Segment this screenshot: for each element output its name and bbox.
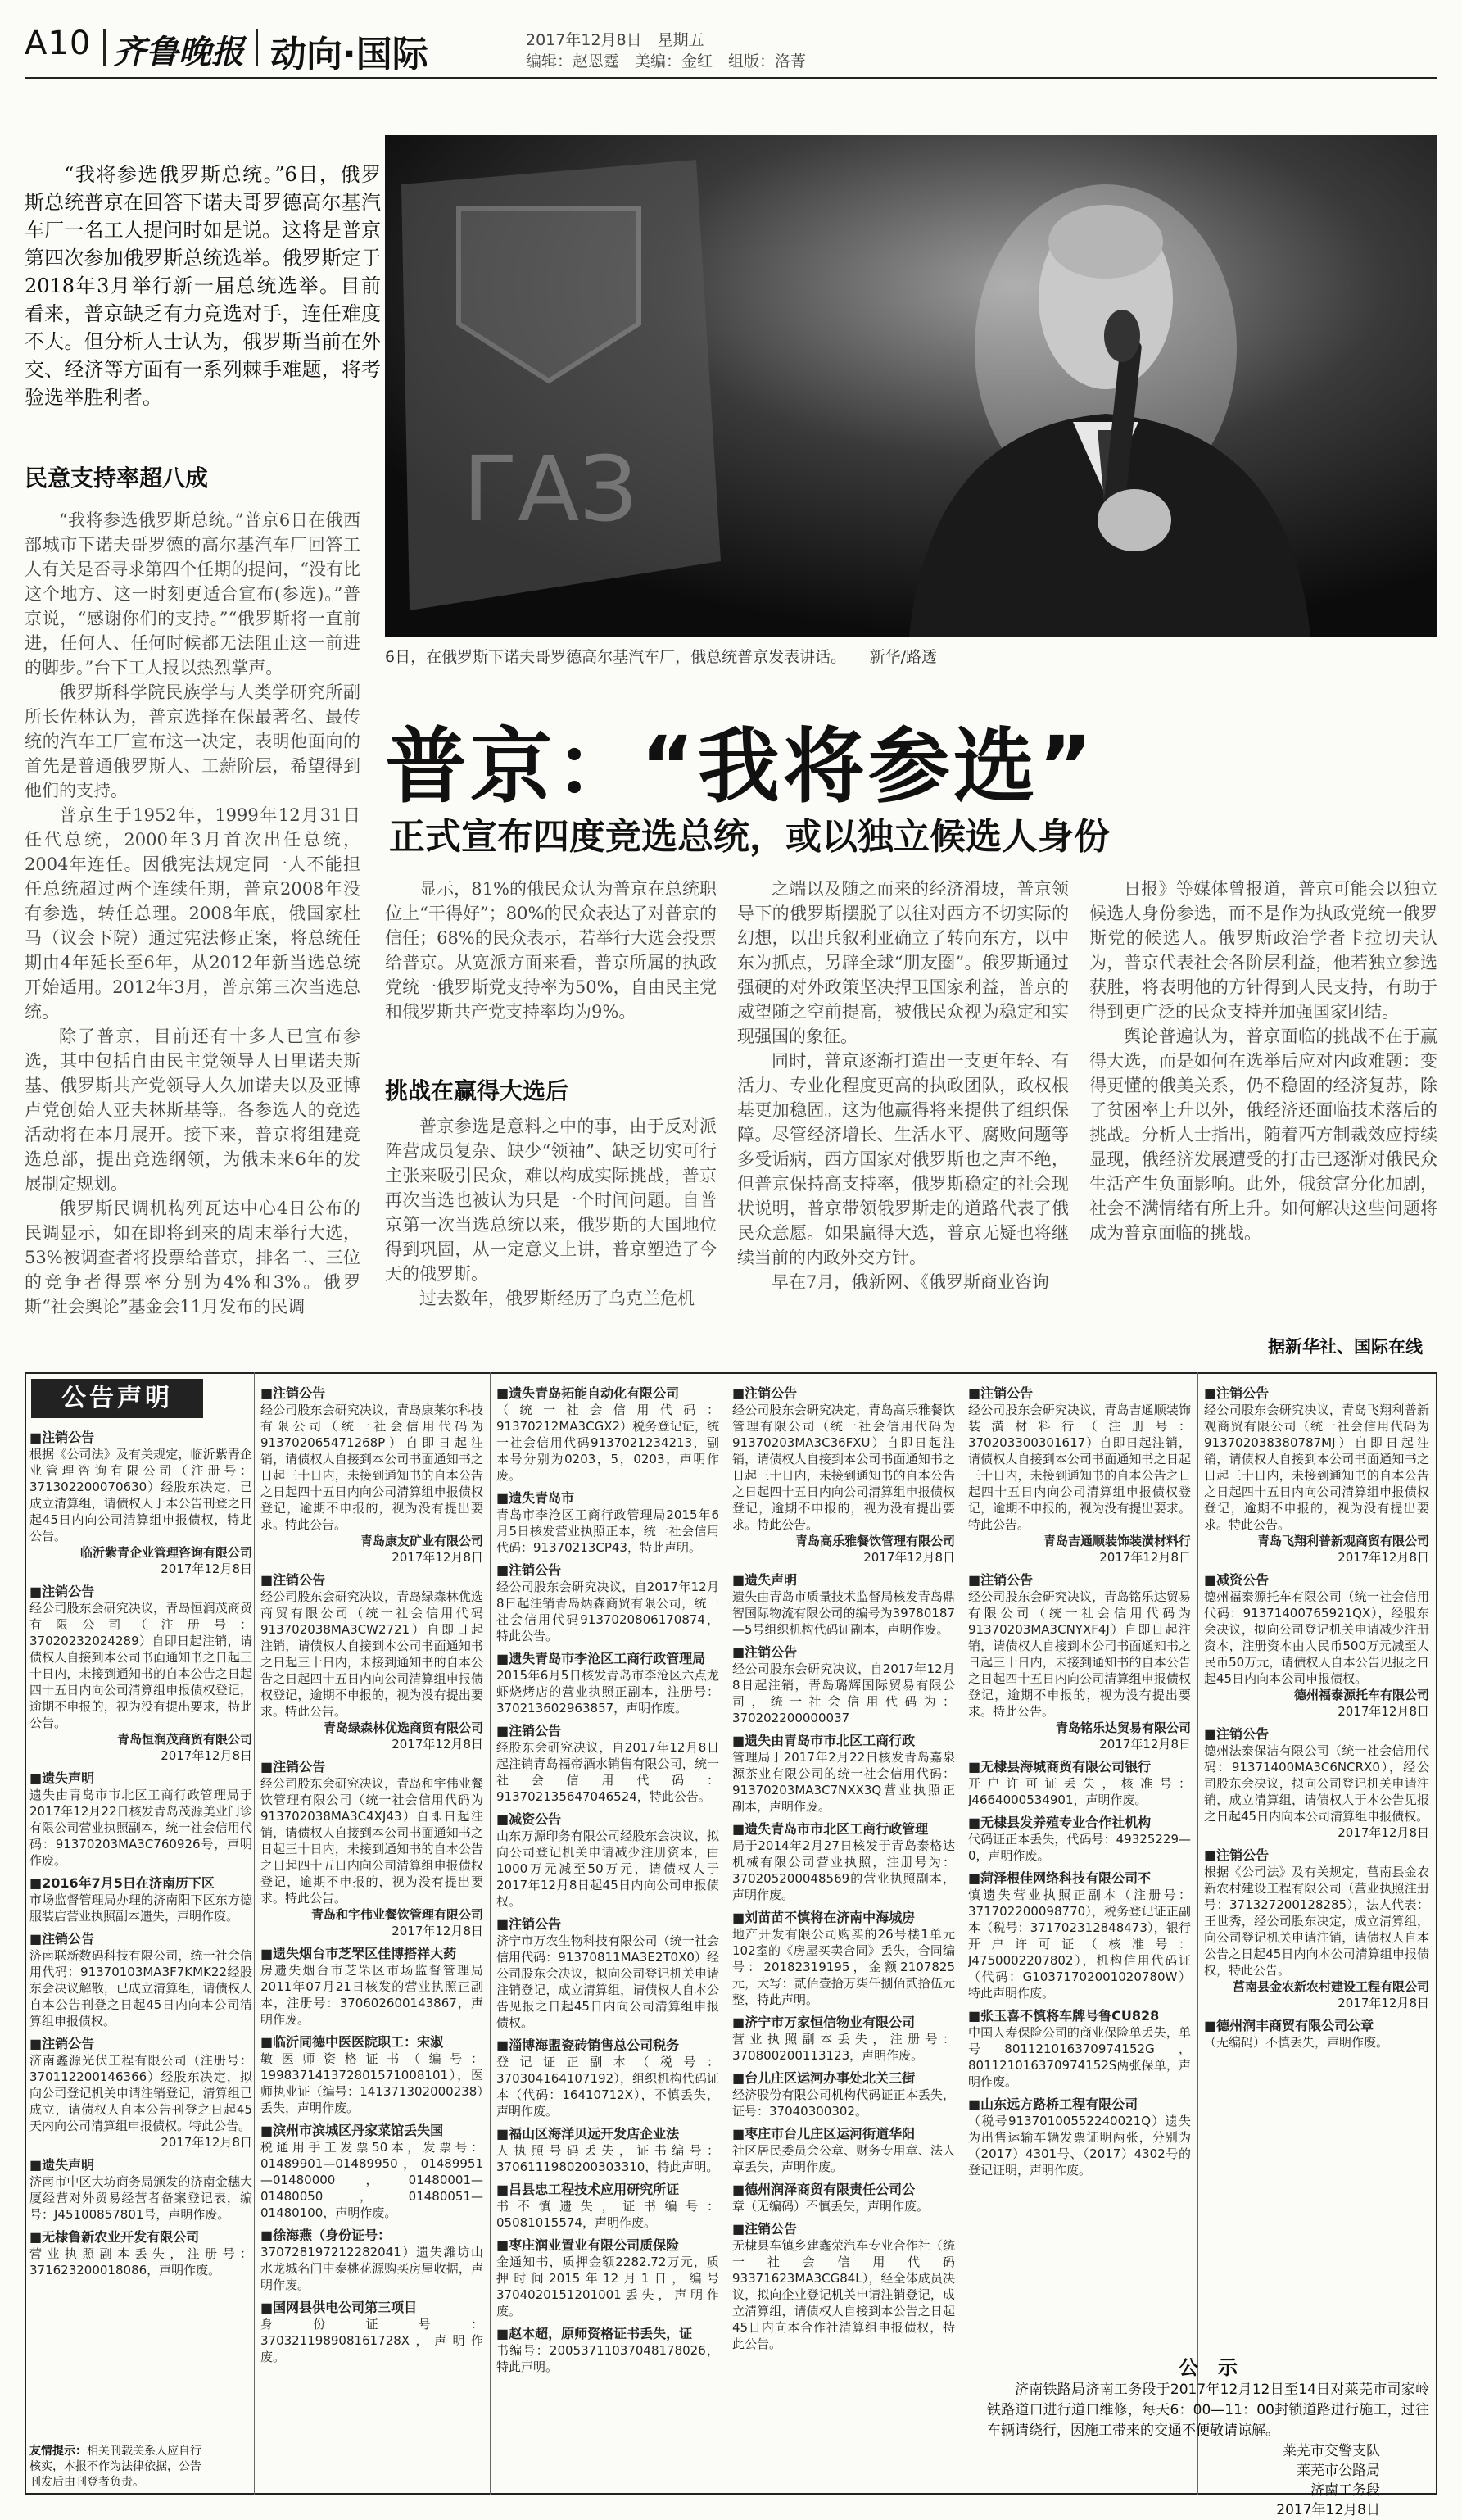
putin-photo xyxy=(385,135,1437,637)
notice-title: ■遗失声明 xyxy=(732,1572,798,1588)
notice-title: ■注销公告 xyxy=(732,1385,798,1401)
lead-text: “我将参选俄罗斯总统。”6日，俄罗斯总统普京在回答下诺夫哥罗德高尔基汽车厂一名工人提问时如是说。这将是普京第四次参加俄罗斯总统选举。俄罗斯定于2018年3月举行新一届总统选举。目前看来，普京缺乏有力竞选对手，连任难度不大。但分析人士认为，俄罗斯当前在外交、经济等方面有一系列棘手难题，将考验选举胜利者。 xyxy=(25,163,381,409)
notice-title: ■赵本超，原师资格证书丢失，证 xyxy=(496,2326,693,2341)
notice-body: 慎遗失营业执照正副本（注册号：371702200098770），税务登记证正副本（税号：371702312848473），银行开户许可证（核准号：J4750002207802），机构信用代码证（代码：G10371702001020780W）特此声明作废。 xyxy=(968,1888,1191,2001)
section-subhead-support: 民意支持率超八成 xyxy=(25,465,209,492)
notice-body: 书编号：20053711037048178026，特此声明。 xyxy=(496,2343,719,2374)
notice-signer: 青岛恒润茂商贸有限公司 xyxy=(116,1732,252,1747)
notice-body: 中国人寿保险公司的商业保险单丢失，单号801121016370974152G，801121016370974152S两张保单，声明作废。 xyxy=(968,2025,1191,2089)
headline: 普京：“我将参选” xyxy=(385,718,1096,814)
notice-title: ■福山区海洋贝远开发店企业法 xyxy=(496,2126,680,2142)
notice-body: 济南市中区大坊商务局颁发的济南金穗大厦经营对外贸易经营者备案登记表，编号：J45100857801号，声明作废。 xyxy=(29,2174,252,2222)
notice-column-divider xyxy=(1197,1372,1198,2495)
notice-body: （无编码）不慎丢失，声明作废。 xyxy=(1204,2035,1389,2050)
body-paragraph: 早在7月，俄新网、《俄罗斯商业咨询 xyxy=(772,1272,1049,1292)
date-line: 2017年12月8日 星期五 xyxy=(526,31,704,49)
column-2b-paragraphs xyxy=(385,1114,717,1311)
notice-body: （统一社会信用代码：91370212MA3CGX2）税务登记证，统一社会信用代码9137021234213，副本号分别为0203，5，0203，声明作废。 xyxy=(496,1403,719,1483)
masthead xyxy=(25,25,1437,75)
notice-column-divider xyxy=(254,1372,255,2495)
notice-title: ■遗失声明 xyxy=(29,2157,95,2173)
notice-body: 经公司股东会研究决议，自2017年12月8日起注销，青岛璐辉国际贸易有限公司，统一社会信用代码为：370202200000037 xyxy=(732,1661,955,1725)
notice-signer: 青岛飞翔利普新观商贸有限公司 xyxy=(1256,1534,1429,1548)
notice-title: ■枣庄润业置业有限公司质保险 xyxy=(496,2237,680,2253)
notice-signer: 青岛绿森林优选商贸有限公司 xyxy=(323,1720,483,1735)
notice-title: ■注销公告 xyxy=(1204,1726,1270,1742)
notice-body: 济南联新数码科技有限公司，统一社会信用代码：91370103MA3F7KMK22经股东会决议解散，已成立清算组，请债权人自本公告刊登之日起45日内向本公司清算组申报债权。 xyxy=(29,1948,252,2028)
notice-title: ■注销公告 xyxy=(1204,1847,1270,1863)
notice-title: ■注销公告 xyxy=(496,1562,562,1578)
notice-title: ■吕县忠工程技术应用研究所证 xyxy=(496,2182,680,2197)
notice-date: 2017年12月8日 xyxy=(1338,1996,1429,2010)
notice-body: 德州法泰保洁有限公司（统一社会信用代码：91371400MA3C6NCRX0），经公司股东会决议，拟向公司登记机关申请注销，成立清算组，请债权人于本公告见报之日起45日内向本公司清算组申报债权。 xyxy=(1204,1743,1429,1824)
notice-title: ■注销公告 xyxy=(260,1385,326,1401)
friendly-reminder-title: 友情提示： xyxy=(29,2445,87,2458)
notice-column xyxy=(29,1423,252,2439)
notice-title: ■无棣县海城商贸有限公司银行 xyxy=(968,1759,1152,1774)
notice-title: ■滨州市滨城区丹家菜馆丢失国 xyxy=(260,2123,444,2138)
notice-title: ■遗失青岛市李沧区工商行政管理局 xyxy=(496,1651,706,1666)
notice-body: 济南鑫源光伏工程有限公司（注册号：370112200146366）经股东决定，拟向公司登记机关申请注销登记，清算组已成立，请债权人自本公告刊登之日起45天内向公司清算组申报债权。特此公告。 xyxy=(29,2053,252,2133)
notice-body: 社区居民委员会公章、财务专用章、法人章丢失，声明作废。 xyxy=(732,2143,955,2174)
notice-body: 根据《公司法》及有关规定，临沂紫青企业管理咨询有限公司（注册号：371302200070630）经股东决定，已成立清算组，请债权人于本公告刊登之日起45日内向公司清算组申报债权，特此公告。 xyxy=(29,1447,252,1543)
notice-body: 管理局于2017年2月22日核发青岛嘉泉源茶业有限公司的统一社会信用代码：91370203MA3C7NXX3Q营业执照正副本，声明作废。 xyxy=(732,1750,955,1814)
notice-title: ■注销公告 xyxy=(29,1430,95,1445)
public-notice-date: 2017年12月8日 xyxy=(1276,2502,1380,2518)
notice-body: 房遗失烟台市芝罘区市场监督管理局2011年07月21日核发的营业执照正副本，注册号：370602600143867，声明作废。 xyxy=(260,1963,483,2027)
notice-body: 山东万源印务有限公司经股东会决议，拟向公司登记机关申请减少注册资本，由1000万元减至50万元，请债权人于2017年12月8日起45日内向公司申报债权。 xyxy=(496,1829,719,1909)
notice-title: ■注销公告 xyxy=(29,1584,95,1599)
notice-title: ■枣庄市台儿庄区运河街道华阳 xyxy=(732,2126,916,2142)
notice-body: 经公司股东会研究决议，青岛吉通顺装饰装潢材料行（注册号：370203300301617）自即日起注销，请债权人自接到本公司书面通知书之日起三十日内，未接到通知书的自本公告之日起四十五日内向公司清算组申报债权登记，逾期不申报的，视为没有提出要求。特此公告。 xyxy=(968,1403,1191,1532)
body-paragraph: 普京参选是意料之中的事，由于反对派阵营成员复杂、缺少“领袖”、缺乏切实可行主张来吸引民众，难以构成实际挑战，普京再次当选也被认为只是一个时间问题。自普京第一次当选总统以来，俄罗斯的大国地位得到巩固，从一定意义上讲，普京塑造了今天的俄罗斯。 xyxy=(385,1117,717,1284)
notice-date: 2017年12月8日 xyxy=(1099,1550,1191,1565)
notice-body: 敏医师资格证书（编号：199837141372801571008101），医师执业证（编号：141371302000238）丢失，声明作废。 xyxy=(260,2051,483,2115)
notice-body: 经公司股东会研究决议，青岛绿森林优选商贸有限公司（统一社会信用代码913702038MA3CW2721）自即日起注销，请债权人自接到本公司书面通知书之日起三十日内，未接到通知书的自本公告之日起四十五日内向公司清算组申报债权登记，逾期不申报的，视为没有提出要求。特此公告。 xyxy=(260,1589,483,1719)
notice-body: 营业执照副本丢失，注册号：371623200018086，声明作废。 xyxy=(29,2246,252,2278)
body-paragraph: 显示，81%的俄民众认为普京在总统职位上“干得好”；80%的民众表达了对普京的信任；68%的民众表示，若举行大选会投票给普京。从宽派方面来看，普京所属的执政党统一俄罗斯党支持率为50%，自由民主党和俄罗斯共产党支持率均为9%。 xyxy=(385,879,717,1022)
masthead-divider xyxy=(256,29,258,66)
notice-signer: 青岛铭乐达贸易有限公司 xyxy=(1055,1720,1191,1735)
notice-body: 青岛市李沧区工商行政管理局2015年6月5日核发营业执照正本，统一社会信用代码：91370213CP43，特此声明。 xyxy=(496,1507,719,1555)
notice-title: ■注销公告 xyxy=(1204,1385,1270,1401)
notice-body: 经公司股东会研究决定，青岛高乐雅餐饮管理有限公司（统一社会信用代码为91370203MA3C36FXU）自即日起注销，请债权人自接到本公司书面通知书之日起三十日内，未接到通知书的自本公告之日起四十五日内向公司清算组申报债权登记，逾期不申报的，视为没有提出要求。特此公告。 xyxy=(732,1403,955,1532)
notice-body: 登记证正副本（税号：370304164107192），组织机构代码证本（代码：16410712X），不慎丢失，声明作废。 xyxy=(496,2055,719,2119)
notice-body: 遗失由青岛市质量技术监督局核发青岛鼎智国际物流有限公司的编号为39780187—5号组织机构代码证副本，声明作废。 xyxy=(732,1589,955,1637)
notice-title: ■国网县供电公司第三项目 xyxy=(260,2300,418,2315)
notice-date: 2017年12月8日 xyxy=(1338,1825,1429,1840)
notice-signer: 青岛吉通顺装饰装潢材料行 xyxy=(1043,1534,1191,1548)
section-title: 动向·国际 xyxy=(270,34,428,75)
body-paragraph: “我将参选俄罗斯总统。”普京6日在俄西部城市下诺夫哥罗德的高尔基汽车厂回答工人有关是否寻求第四个任期的提问，“没有比这个地方、这一时刻更适合宣布(参选)。”普京说，“感谢你们的支持。”“俄罗斯将一直前进，任何人、任何时候都无法阻止这一前进的脚步。”台下工人报以热烈掌声。 xyxy=(25,510,360,678)
body-paragraph: 普京生于1952年，1999年12月31日任代总统，2000年3月首次出任总统，2004年连任。因俄宪法规定同一人不能担任总统超过两个连续任期，普京2008年没有参选，转任总理。2008年底，俄国家杜马（议会下院）通过宪法修正案，将总统任期由4年延长至6年，从2012年新当选总统开始适用。2012年3月，普京第三次当选总统。 xyxy=(25,805,360,1022)
notice-title: ■德州润泽商贸有限责任公司公 xyxy=(732,2182,916,2197)
notice-body: 市场监督管理局办理的济南阳下区东方德服装店营业执照副本遗失，声明作废。 xyxy=(29,1892,252,1924)
notice-body: 地产开发有限公司购买的26号楼1单元102室的《房屋买卖合同》丢失，合同编号：20182319195，金额2107825元，大写：贰佰壹拾万柒仟捌佰贰拾伍元整，特此声明。 xyxy=(732,1927,955,2007)
notice-body: 人执照号码丢失，证书编号：3706111980200303310，特此声明。 xyxy=(496,2143,719,2174)
notice-title: ■遗失声明 xyxy=(29,1770,95,1786)
notice-date: 2017年12月8日 xyxy=(1338,1704,1429,1719)
notice-body: 无棣县车镇乡建鑫荣汽车专业合作社（统一社会信用代码93371623MA3CG84L），经全体成员决议，拟向企业登记机关申请注销登记，成立清算组，请债权人自接到本公告之日起45日内向本合作社清算组申报债权，特此公告。 xyxy=(732,2238,955,2351)
notice-body: 济宁市万农生物科技有限公司（统一社会信用代码：91370811MA3E2T0X0）经公司股东会决议，拟向公司登记机关申请注销登记，成立清算组，请债权人自本公告见报之日起45日内向公司清算组申报债权。 xyxy=(496,1933,719,2030)
friendly-reminder-text: 相关刊载关系人应自行核实，本报不作为法律依据，公告刊发后由刊登者负责。 xyxy=(29,2445,201,2489)
notice-signer: 临沂紫青企业管理咨询有限公司 xyxy=(79,1545,252,1560)
friendly-reminder xyxy=(29,2444,210,2491)
notice-body: 经公司股东会研究决议，青岛飞翔利普新观商贸有限公司（统一社会信用代码为913702038380787MJ）自即日起注销，请债权人自接到本公司书面通知书之日起三十日内，未接到通知书的自本公告之日起四十五日内向公司清算组申报债权登记，逾期不申报的，视为没有提出要求。特此公告。 xyxy=(1204,1403,1429,1532)
notice-date: 2017年12月8日 xyxy=(392,1737,483,1752)
public-notice-signer: 莱芜市公路局 xyxy=(1297,2463,1380,2479)
notice-body: 开户许可证丢失，核准号：J4664000534901，声明作废。 xyxy=(968,1776,1191,1807)
body-paragraph: 除了普京，目前还有十多人已宣布参选，其中包括自由民主党领导人日里诺夫斯基、俄罗斯共产党领导人久加诺夫以及亚博卢党创始人亚夫林斯基等。各参选人的竞选活动将在本月展开。接下来，普京将组建竞选总部，提出竞选纲领，为俄未来6年的发展制定规划。 xyxy=(25,1027,360,1194)
notice-body: 370728197212282041）遗失潍坊山水龙城名门中泰桃花源购买房屋收据，声明作废。 xyxy=(260,2245,483,2292)
body-column-3 xyxy=(737,877,1069,1360)
notice-title: ■注销公告 xyxy=(29,1931,95,1947)
page-number: A10 xyxy=(25,25,92,62)
notice-title: ■无棣县发养殖专业合作社机构 xyxy=(968,1815,1152,1830)
notice-title: ■注销公告 xyxy=(968,1572,1034,1588)
notice-title: ■遗失烟台市芝罘区佳博搭祥大药 xyxy=(260,1946,457,1961)
public-notice-signer: 莱芜市交警支队 xyxy=(1283,2443,1380,2459)
notice-body: 税通用手工发票50本，发票号：01489901—01489950，01489951—01480000，01480001—01480050，01480051—01480100，声明作废。 xyxy=(260,2140,483,2220)
notice-title: ■注销公告 xyxy=(496,1916,562,1932)
notice-column xyxy=(1204,1379,1429,2489)
notice-title: ■徐海燕（身份证号： xyxy=(260,2228,392,2243)
notice-body: 经济股份有限公司机构代码证正本丢失，证号：37040300302。 xyxy=(732,2087,955,2119)
body-paragraph: 俄罗斯民调机构列瓦达中心4日公布的民调显示，如在即将到来的周末举行大选，53%被调查者将投票给普京，排名二、三位的竞争者得票率分别为4%和3%。俄罗斯“社会舆论”基金会11月发布的民调 xyxy=(25,1199,360,1317)
article-credit: 据新华社、国际在线 xyxy=(1268,1337,1423,1357)
notice-body: 章（无编码）不慎丢失，声明作废。 xyxy=(732,2199,930,2214)
masthead-divider xyxy=(103,29,106,66)
body-paragraph: 之端以及随之而来的经济滑坡，普京领导下的俄罗斯摆脱了以往对西方不切实际的幻想，以出兵叙利亚确立了转向东方，以中东为抓点，另辟全球“朋友圈”。俄罗斯通过强硬的对外政策坚决捍卫国家利益，普京的威望随之空前提高，被俄民众视为稳定和实现强国的象征。 xyxy=(737,879,1069,1046)
notice-body: 2015年6月5日核发青岛市李沧区六点龙虾烧烤店的营业执照正副本，注册号：370213602963857，声明作废。 xyxy=(496,1668,719,1716)
public-notice-body: 济南铁路局济南工务段于2017年12月12日至14日对莱芜市司家岭铁路道口进行道口维修，每天6：00—11：00封锁道路进行施工，过往车辆请绕行，因施工带来的交通不便敬请谅解。 xyxy=(987,2382,1429,2439)
notice-signer: 莒南县金农新农村建设工程有限公司 xyxy=(1232,1979,1429,1994)
column-4-paragraphs xyxy=(1089,877,1437,1245)
notice-body: 代码证正本丢失，代码号：49325229—0，声明作废。 xyxy=(968,1832,1191,1863)
masthead-rule xyxy=(25,77,1437,79)
notice-title: ■注销公告 xyxy=(732,1644,798,1660)
body-paragraph: 舆论普遍认为，普京面临的挑战不在于赢得大选，而是如何在选举后应对内政难题：变得更懂的俄美关系，仍不稳固的经济复苏，除了贫困率上升以外，俄经济还面临技术落后的挑战。分析人士指出，随着西方制裁效应持续显现，俄经济发展遭受的打击已逐渐对俄民众生活产生负面影响。此外，俄贫富分化加剧，社会不满情绪有所上升。如何解决这些问题将成为普京面临的挑战。 xyxy=(1089,1027,1437,1243)
notice-title: ■济宁市万家恒信物业有限公司 xyxy=(732,2015,916,2030)
body-column-2 xyxy=(385,877,717,1065)
notice-date: 2017年12月8日 xyxy=(392,1924,483,1938)
body-paragraph: 过去数年，俄罗斯经历了乌克兰危机 xyxy=(419,1289,695,1308)
newspaper-logo: 齐鲁晚报 xyxy=(113,33,244,71)
notice-date: 2017年12月8日 xyxy=(863,1550,955,1565)
body-paragraph: 日报》等媒体曾报道，普京可能会以独立候选人身份参选，而不是作为执政党统一俄罗斯党的候选人。俄罗斯政治学者卡拉切夫认为，普京代表社会各阶层利益，他若独立参选获胜，将表明他的方针得到人民支持，有助于得到更广泛的民众支持并加强国家团结。 xyxy=(1089,879,1437,1022)
notice-title: ■遗失由青岛市市北区工商行政 xyxy=(732,1733,916,1748)
column-3-paragraphs xyxy=(737,877,1069,1294)
notice-title: ■台儿庄区运河办事处北关三街 xyxy=(732,2070,916,2086)
photo-illustration xyxy=(385,135,1437,637)
notice-date: 2017年12月8日 xyxy=(1338,1550,1429,1565)
notice-column-divider xyxy=(490,1372,491,2495)
notice-title: ■注销公告 xyxy=(260,1572,326,1588)
notice-signer: 德州福泰源托车有限公司 xyxy=(1293,1688,1429,1702)
notice-signer: 青岛高乐雅餐饮管理有限公司 xyxy=(794,1534,955,1548)
public-notice-title: 公 示 xyxy=(1179,2356,1238,2379)
notice-title: ■注销公告 xyxy=(260,1759,326,1774)
notice-date: 2017年12月8日 xyxy=(161,1561,252,1576)
notice-title: ■注销公告 xyxy=(968,1385,1034,1401)
notice-title: ■菏泽根佳网络科技有限公司不 xyxy=(968,1870,1152,1886)
notice-signer: 青岛和宇伟业餐饮管理有限公司 xyxy=(310,1907,483,1922)
public-notice-signer: 济南工务段 xyxy=(1310,2482,1380,2499)
notice-body: 经股东会研究决议，自2017年12月8日起注销青岛福帝酒水销售有限公司，统一社会信用代码：913702135647046524，特此公告。 xyxy=(496,1740,719,1804)
subheadline: 正式宣布四度竞选总统，或以独立候选人身份 xyxy=(389,816,1110,858)
notice-column xyxy=(732,1379,955,2489)
notice-title: ■刘苗苗不慎将在济南中海城房 xyxy=(732,1910,916,1925)
notice-body: 书不慎遗失，证书编号：05081015574，声明作废。 xyxy=(496,2199,719,2230)
notice-title: ■注销公告 xyxy=(732,2221,798,2237)
notice-body: 根据《公司法》及有关规定，莒南县金农新农村建设工程有限公司（营业执照注册号：371327200128285），法人代表：王世秀，经公司股东决定，成立清算组，向公司登记机关申请注销，请债权人自本公告之日起45日内向本公司清算组申报债权，特此公告。 xyxy=(1204,1865,1429,1978)
notice-title: ■遗失青岛拓能自动化有限公司 xyxy=(496,1385,680,1401)
notice-column xyxy=(260,1379,483,2489)
gaz-emblem xyxy=(401,160,721,610)
section-subhead-challenge: 挑战在赢得大选后 xyxy=(385,1077,569,1104)
article-lead xyxy=(25,161,381,411)
staff-line: 编辑：赵恩霆 美编：金红 组版：洛菁 xyxy=(526,52,807,70)
notice-date: 2017年12月8日 xyxy=(392,1550,483,1565)
body-column-2b xyxy=(385,1114,717,1360)
photo-caption: 6日，在俄罗斯下诺夫哥罗德高尔基汽车厂，俄总统普京发表讲话。 新华/路透 xyxy=(385,648,937,666)
notice-title: ■遗失青岛市 xyxy=(496,1490,575,1506)
notice-title: ■德州润丰商贸有限公司公章 xyxy=(1204,2018,1374,2033)
notice-body: 经公司股东会研究决议，青岛铭乐达贸易有限公司（统一社会信用代码为91370203MA3CNYXF4J）自即日起注销，请债权人自接到本公司书面通知书之日起三十日内，未接到通知书的自本公告之日起四十五日内向公司清算组申报债权登记，逾期不申报的，视为没有提出要求。特此公告。 xyxy=(968,1589,1191,1719)
notice-column xyxy=(496,1379,719,2489)
notice-title: ■减资公告 xyxy=(496,1811,562,1827)
public-notice xyxy=(987,2351,1429,2518)
notice-body: 经公司股东会研究决议，自2017年12月8日起注销青岛炳森商贸有限公司，统一社会信用代码9137020806170874，特此公告。 xyxy=(496,1580,719,1643)
notice-date: 2017年12月8日 xyxy=(1099,1737,1191,1752)
notice-body: 营业执照副本丢失，注册号：370800200113123，声明作废。 xyxy=(732,2032,955,2063)
body-paragraph: 俄罗斯科学院民族学与人类学研究所副所长佐林认为，普京选择在保最著名、最传统的汽车工厂宣布这一决定，表明他面向的首先是普通俄罗斯人、工薪阶层，希望得到他们的支持。 xyxy=(25,682,360,800)
notice-body: 局于2014年2月27日核发于青岛泰格达机械有限公司营业执照，注册号为：370205200048569的营业执照副本，声明作废。 xyxy=(732,1838,955,1902)
notice-title: ■注销公告 xyxy=(496,1723,562,1738)
notice-title: ■遗失青岛市市北区工商行政管理 xyxy=(732,1821,929,1837)
notice-date: 2017年12月8日 xyxy=(161,1748,252,1763)
notice-body: （税号91370100552240021Q）遗失为出售运输车辆发票证明两张，分别为（2017）4301号、（2017）4302号的登记证明，声明作废。 xyxy=(968,2114,1191,2178)
svg-text:ГАЗ: ГАЗ xyxy=(463,437,637,542)
column-1-paragraphs xyxy=(25,508,360,1319)
notice-title: ■2016年7月5日在济南历下区 xyxy=(29,1875,215,1891)
notice-title: ■注销公告 xyxy=(29,2036,95,2051)
column-2-paragraphs xyxy=(385,877,717,1024)
notice-body: 遗失由青岛市市北区工商行政管理局于2017年12月22日核发青岛茂源美业门诊有限公司营业执照副本，统一社会信用代码：91370203MA3C760926号，声明作废。 xyxy=(29,1788,252,1868)
notice-column xyxy=(968,1379,1191,2346)
notices-section xyxy=(25,1372,1437,2518)
notice-title: ■临沂同德中医医院职工：宋淑 xyxy=(260,2034,444,2050)
notices-header: 公告声明 xyxy=(31,1379,203,1418)
notice-signer: 青岛康友矿业有限公司 xyxy=(360,1534,483,1548)
notice-body: 经公司股东会研究决议，青岛和宇伟业餐饮管理有限公司（统一社会信用代码为913702038MA3C4XJ43）自即日起注销，请债权人自接到本公司书面通知书之日起三十日内，未接到通知书的自本公告之日起四十五日内向公司清算组申报债权登记，逾期不申报的，视为没有提出要求。特此公告。 xyxy=(260,1776,483,1906)
body-column-4 xyxy=(1089,877,1437,1335)
notice-body: 德州福泰源托车有限公司（统一社会信用代码：91371400765921QX），经股东会决议，拟向公司登记机关申请减少注册资本，注册资本由人民币500万元减至人民币50万元，请债权人自本公告见报之日起45日内向本公司申报债权。 xyxy=(1204,1589,1429,1686)
notice-body: 经公司股东会研究决议，青岛恒润茂商贸有限公司（注册号：37020232024289）自即日起注销，请债权人自接到本公司书面通知书之日起三十日内，未接到通知书的自本公告之日起四十五日内向公司清算组申报债权登记，逾期不申报的，视为没有提出要求，特此公告。 xyxy=(29,1601,252,1730)
notice-body: 金通知书，质押金额2282.72万元，质押时间2015年12月1日，编号3704020151201001丢失，声明作废。 xyxy=(496,2255,719,2318)
notice-date: 2017年12月8日 xyxy=(161,2135,252,2150)
notice-title: ■无棣鲁新农业开发有限公司 xyxy=(29,2229,200,2245)
notice-body: 经公司股东会研究决议，青岛康莱尔科技有限公司（统一社会信用代码为913702065471268P）自即日起注销，请债权人自接到本公司书面通知书之日起三十日内，未接到通知书的自本公告之日起四十五日内向公司清算组申报债权登记，逾期不申报的，视为没有提出要求。特此公告。 xyxy=(260,1403,483,1532)
notice-title: ■减资公告 xyxy=(1204,1572,1270,1588)
body-column-1 xyxy=(25,508,360,1360)
body-paragraph: 同时，普京逐渐打造出一支更年轻、有活力、专业化程度更高的执政团队，政权根基更加稳固。这为他赢得将来提供了组织保障。尽管经济增长、生活水平、腐败问题等多受诟病，西方国家对俄罗斯也之声不绝，但普京保持高支持率，俄罗斯稳定的社会现状说明，普京带领俄罗斯走的道路代表了俄民众意愿。如果赢得大选，普京无疑也将继续当前的内政外交方针。 xyxy=(737,1051,1069,1267)
notice-title: ■张玉喜不慎将车牌号鲁CU828 xyxy=(968,2008,1160,2024)
notice-title: ■山东远方路桥工程有限公司 xyxy=(968,2096,1138,2112)
notice-title: ■淄博海盟瓷砖销售总公司税务 xyxy=(496,2037,680,2053)
notice-body: 身份证号：370321198908161728X，声明作废。 xyxy=(260,2317,483,2364)
